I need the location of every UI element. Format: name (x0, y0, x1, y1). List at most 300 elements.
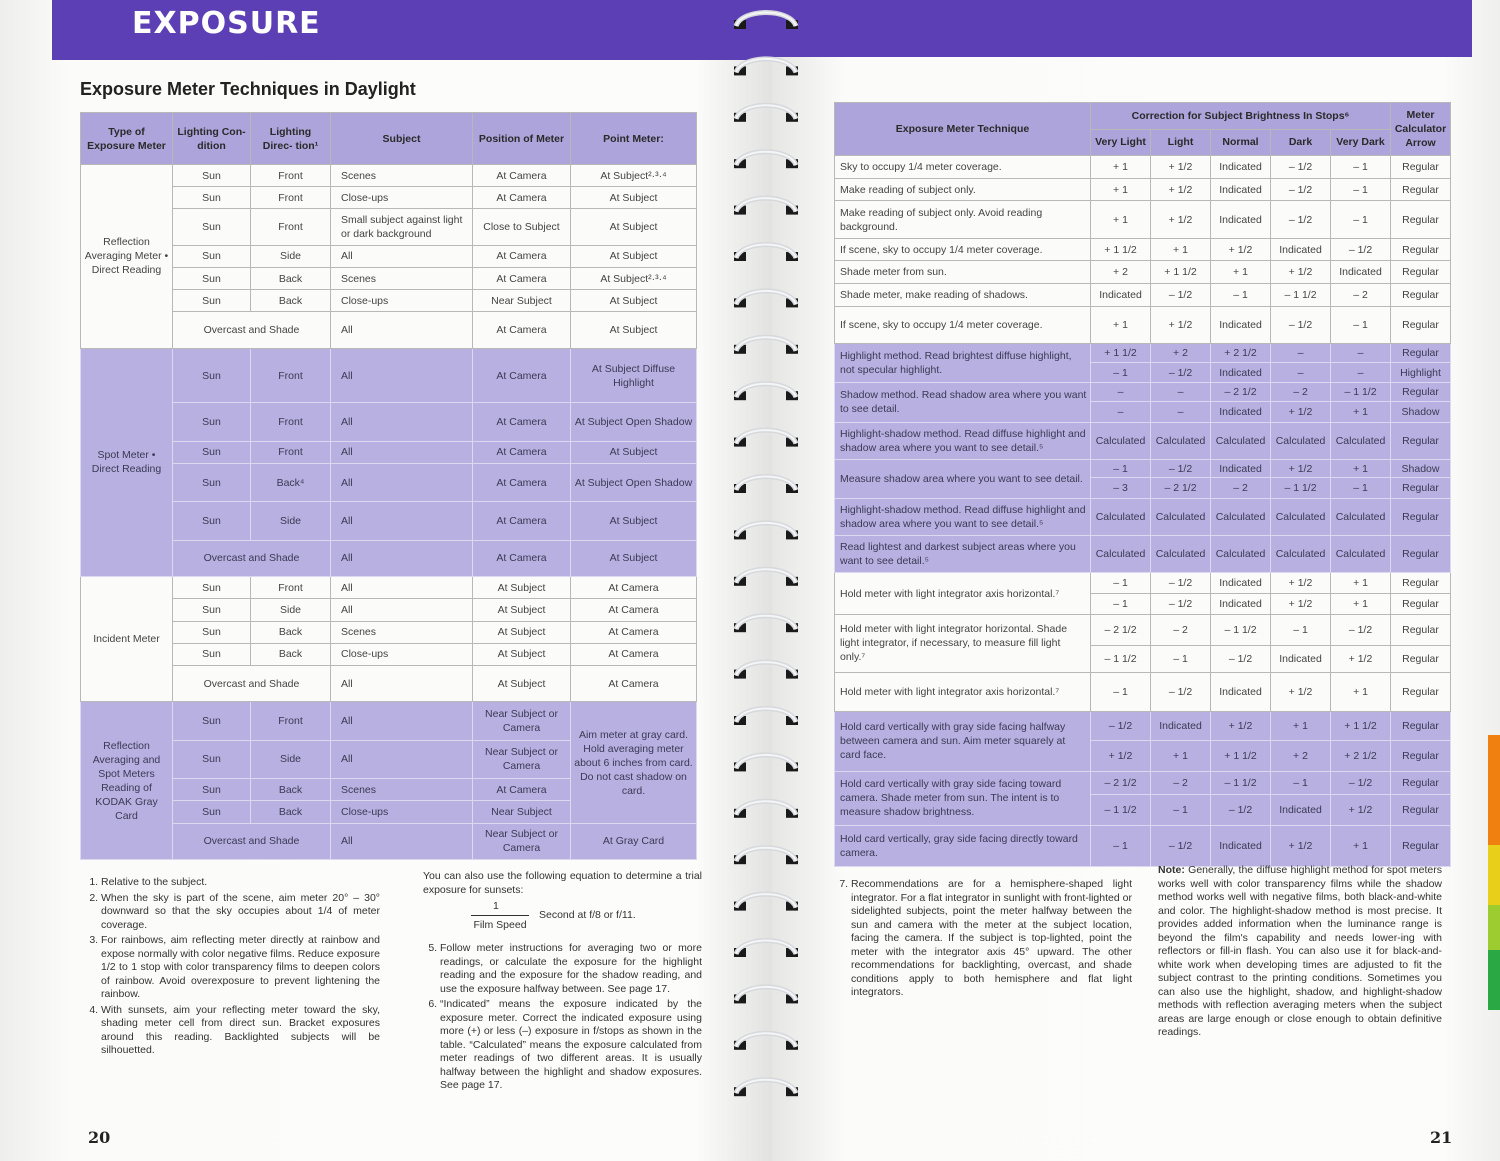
correction-cell: – 1 (1091, 362, 1151, 383)
header-type: Type of Exposure Meter (81, 113, 173, 165)
equation-denominator: Film Speed (473, 919, 527, 931)
subject-cell: Close-ups (331, 290, 473, 312)
subject-cell: All (331, 666, 473, 702)
table-row (81, 209, 697, 245)
subject-cell: Close-ups (331, 801, 473, 823)
correction-cell: + 1 1/2 (1211, 740, 1271, 771)
position-cell: Near Subject (473, 290, 571, 312)
correction-cell: Indicated (1211, 156, 1271, 179)
correction-cell: + 2 (1091, 261, 1151, 284)
direction-cell: Back (251, 290, 331, 312)
correction-cell: Calculated (1091, 499, 1151, 536)
table-row (81, 502, 697, 540)
correction-cell: – 2 (1151, 771, 1211, 794)
correction-cell: + 1 (1331, 825, 1391, 866)
table-row (81, 577, 697, 599)
correction-cell: – 1/2 (1271, 178, 1331, 201)
spiral-ring (734, 430, 798, 447)
spiral-ring (734, 801, 798, 818)
table-row (81, 165, 697, 187)
arrow-cell: Regular (1391, 261, 1451, 284)
correction-cell: – 1 1/2 (1091, 645, 1151, 672)
correction-cell: + 1/2 (1271, 594, 1331, 615)
note-block (1158, 864, 1442, 1040)
correction-cell: – 1/2 (1091, 711, 1151, 740)
condition-cell: Sun (173, 187, 251, 209)
footnote-item: 3. For rainbows, aim reflecting meter directly at rainbow and expose normally with color negative films. Reduce exposure 1/2 to 1 stop with color transparency films to deepen colors of rainbow. Avoid overexposure to prevent lightening the rainbow. (101, 934, 380, 1002)
point-cell: At Subject Diffuse Highlight (571, 348, 697, 403)
direction-cell: Front (251, 441, 331, 463)
correction-cell: – 1/2 (1151, 284, 1211, 307)
condition-cell: Overcast and Shade (173, 666, 331, 702)
meter-type-cell: Reflection Averaging Meter • Direct Reading (81, 165, 173, 349)
table-title: Exposure Meter Techniques in Daylight (80, 79, 416, 99)
arrow-cell: Regular (1391, 499, 1451, 536)
correction-cell: Indicated (1271, 794, 1331, 825)
page-number-right: 21 (1430, 1128, 1453, 1147)
correction-cell: – 1/2 (1151, 594, 1211, 615)
footnote-item: 2. When the sky is part of the scene, aim meter 20° – 30° downward so that the sky occupies about 1/4 of meter coverage. (101, 892, 380, 933)
arrow-cell: Regular (1391, 478, 1451, 499)
meter-type-cell: Spot Meter • Direct Reading (81, 348, 173, 576)
correction-cell: – 1 1/2 (1211, 614, 1271, 645)
correction-cell: – 1 (1331, 201, 1391, 238)
page-number-left: 20 (88, 1128, 111, 1147)
direction-cell: Front (251, 209, 331, 245)
subject-cell: All (331, 245, 473, 267)
correction-cell: – (1151, 401, 1211, 422)
condition-cell: Sun (173, 165, 251, 187)
right-page (772, 0, 1500, 1161)
correction-cell: – 2 (1271, 383, 1331, 402)
arrow-cell: Regular (1391, 238, 1451, 261)
arrow-cell: Regular (1391, 383, 1451, 402)
correction-cell: Calculated (1151, 499, 1211, 536)
correction-cell: + 1/2 (1271, 672, 1331, 711)
correction-cell: – 1 (1091, 672, 1151, 711)
table-row (835, 825, 1451, 866)
position-cell: At Camera (473, 441, 571, 463)
subheader-dark: Dark (1271, 129, 1331, 156)
correction-cell: + 1/2 (1271, 825, 1331, 866)
subheader-very-light: Very Light (1091, 129, 1151, 156)
technique-cell: Read lightest and darkest subject areas where you want to see detail.⁵ (835, 536, 1091, 573)
correction-cell: Indicated (1211, 306, 1271, 343)
condition-cell: Sun (173, 209, 251, 245)
condition-cell: Sun (173, 621, 251, 643)
correction-cell: + 1 (1331, 672, 1391, 711)
correction-cell: Calculated (1271, 536, 1331, 573)
footnotes-mid (423, 870, 702, 1095)
correction-cell: – 1 (1211, 284, 1271, 307)
correction-cell: + 1/2 (1151, 201, 1211, 238)
sunset-equation (423, 900, 702, 938)
point-cell: At Subject (571, 502, 697, 540)
correction-cell: – 1/2 (1211, 794, 1271, 825)
position-cell: Near Subject or Camera (473, 740, 571, 778)
spiral-ring (734, 105, 798, 122)
table-row (81, 187, 697, 209)
header-subject: Subject (331, 113, 473, 165)
arrow-cell: Regular (1391, 306, 1451, 343)
subject-cell: Close-ups (331, 643, 473, 665)
correction-cell: + 1 (1271, 711, 1331, 740)
arrow-cell: Regular (1391, 794, 1451, 825)
direction-cell: Front (251, 702, 331, 740)
condition-cell: Sun (173, 441, 251, 463)
table-row (81, 268, 697, 290)
subject-cell: Small subject against light or dark background (331, 209, 473, 245)
correction-cell: Indicated (1211, 459, 1271, 478)
footnote-item: 6. “Indicated” means the exposure indicated by the exposure meter. Correct the indicated exposure using more (+) or less (–) exposure in f/stops as shown in the table. “Calculated” means the exposure calculated from meter readings of two different areas. It is usually halfway between the highlight and shadow exposures. See page 17. (440, 998, 702, 1093)
correction-cell: Calculated (1211, 422, 1271, 459)
condition-cell: Sun (173, 702, 251, 740)
correction-cell: – (1091, 383, 1151, 402)
technique-cell: Shade meter from sun. (835, 261, 1091, 284)
footnote-7 (834, 878, 1132, 1002)
arrow-cell: Highlight (1391, 362, 1451, 383)
footnote-item: 7. Recommendations are for a hemisphere-shaped light integrator. For a flat integrator in sunlight with front-lighted or sidelighted subjects, point the meter halfway between the sun and camera with the meter at the subject location, facing the camera. If the subject is top-lighted, point the meter with the integrator axis 45° upward. The other recommendations for backlighting, overcast, and shade conditions apply to both hemisphere and flat light integrators. (851, 878, 1132, 1000)
correction-cell: – 1 1/2 (1331, 383, 1391, 402)
correction-cell: + 1/2 (1151, 178, 1211, 201)
correction-cell: – 1 1/2 (1211, 771, 1271, 794)
arrow-cell: Regular (1391, 645, 1451, 672)
direction-cell: Back (251, 643, 331, 665)
arrow-cell: Regular (1391, 284, 1451, 307)
correction-cell: – 2 (1151, 614, 1211, 645)
correction-table (834, 102, 1451, 867)
correction-cell: – 1 1/2 (1271, 478, 1331, 499)
arrow-cell: Regular (1391, 156, 1451, 179)
correction-cell: – 1 1/2 (1271, 284, 1331, 307)
index-tab-lime (1488, 905, 1500, 950)
correction-cell: + 1 (1331, 573, 1391, 594)
correction-cell: – 1/2 (1211, 645, 1271, 672)
footnotes-left (84, 876, 380, 1060)
header-direction: Lighting Direc- tion¹ (251, 113, 331, 165)
point-cell: Aim meter at gray card. Hold averaging meter about 6 inches from card. Do not cast shadow on card. (571, 702, 697, 823)
position-cell: At Camera (473, 403, 571, 441)
position-cell: At Subject (473, 577, 571, 599)
correction-cell: – 1 (1091, 825, 1151, 866)
correction-cell: – 1/2 (1151, 825, 1211, 866)
table-row (835, 499, 1451, 536)
position-cell: At Camera (473, 540, 571, 576)
position-cell: At Camera (473, 245, 571, 267)
direction-cell: Front (251, 165, 331, 187)
table-row (835, 536, 1451, 573)
spiral-ring (734, 755, 798, 772)
technique-cell: Hold meter with light integrator horizontal. Shade light integrator, if necessary, to measure fill light only.⁷ (835, 614, 1091, 672)
point-cell: At Camera (571, 666, 697, 702)
table-row (835, 238, 1451, 261)
correction-cell: – 1 (1331, 156, 1391, 179)
correction-cell: – 1 (1091, 594, 1151, 615)
subject-cell: All (331, 740, 473, 778)
correction-cell: Calculated (1091, 536, 1151, 573)
technique-cell: Shadow method. Read shadow area where you want to see detail. (835, 383, 1091, 422)
correction-cell: Calculated (1331, 499, 1391, 536)
condition-cell: Sun (173, 740, 251, 778)
point-cell: At Subject Open Shadow (571, 403, 697, 441)
correction-cell: + 1 1/2 (1151, 261, 1211, 284)
table-row (81, 403, 697, 441)
spiral-ring (734, 1033, 798, 1050)
table-row (835, 284, 1451, 307)
position-cell: Near Subject (473, 801, 571, 823)
subject-cell: All (331, 577, 473, 599)
spiral-ring (734, 523, 798, 540)
correction-cell: + 2 1/2 (1331, 740, 1391, 771)
correction-cell: Calculated (1151, 422, 1211, 459)
correction-cell: Indicated (1211, 362, 1271, 383)
point-cell: At Subject (571, 312, 697, 348)
arrow-cell: Regular (1391, 536, 1451, 573)
equation-intro: You can also use the following equation to determine a trial exposure for sunsets: (423, 870, 702, 896)
exposure-meter-table (80, 112, 697, 860)
correction-cell: – 1/2 (1151, 459, 1211, 478)
correction-cell: – (1151, 383, 1211, 402)
correction-cell: Calculated (1211, 499, 1271, 536)
correction-cell: – 1/2 (1271, 306, 1331, 343)
condition-cell: Sun (173, 801, 251, 823)
spiral-ring (734, 662, 798, 679)
technique-cell: If scene, sky to occupy 1/4 meter coverage. (835, 306, 1091, 343)
correction-cell: – 1 (1091, 459, 1151, 478)
correction-cell: – 1/2 (1151, 672, 1211, 711)
arrow-cell: Regular (1391, 573, 1451, 594)
position-cell: At Subject (473, 621, 571, 643)
correction-cell: Indicated (1211, 401, 1271, 422)
condition-cell: Sun (173, 577, 251, 599)
section-banner-right (772, 0, 1472, 57)
correction-cell: + 1 (1331, 594, 1391, 615)
correction-cell: Indicated (1331, 261, 1391, 284)
correction-cell: Calculated (1211, 536, 1271, 573)
meter-type-cell: Incident Meter (81, 577, 173, 702)
subject-cell: All (331, 823, 473, 859)
correction-cell: – 1 (1331, 306, 1391, 343)
correction-cell: + 1/2 (1271, 573, 1331, 594)
subject-cell: All (331, 702, 473, 740)
direction-cell: Back⁴ (251, 463, 331, 501)
table-row (835, 573, 1451, 594)
point-cell: At Subject (571, 187, 697, 209)
header-condition: Lighting Con- dition (173, 113, 251, 165)
spiral-ring (734, 59, 798, 76)
correction-cell: – 2 (1331, 284, 1391, 307)
correction-cell: + 2 (1271, 740, 1331, 771)
correction-cell: Calculated (1271, 422, 1331, 459)
subject-cell: All (331, 403, 473, 441)
table-row (81, 441, 697, 463)
direction-cell: Back (251, 779, 331, 801)
correction-cell: Indicated (1091, 284, 1151, 307)
condition-cell: Sun (173, 463, 251, 501)
arrow-cell: Regular (1391, 201, 1451, 238)
correction-cell: – 2 1/2 (1091, 614, 1151, 645)
note-text: Generally, the diffuse highlight method for spot meters works well with color transparency films while the shadow method works well with negative films, both black-and-white and color. The highlight-shadow method is most precise. It provides added information when the luminance range is beyond the film's capability and needs lower-ing with reflectors or fill-in flash. You can also use it for black-and-white work when developing times are adjusted to fit the subject contrast to the printing conditions. Sometimes you can also use the highlight, shadow, and highlight-shadow methods with reflection averaging meters when the subject areas are large enough or close enough to obtain definitive readings. (1158, 864, 1443, 1038)
arrow-cell: Regular (1391, 594, 1451, 615)
technique-cell: If scene, sky to occupy 1/4 meter coverage. (835, 238, 1091, 261)
subject-cell: Scenes (331, 165, 473, 187)
correction-cell: + 1/2 (1271, 401, 1331, 422)
technique-cell: Make reading of subject only. Avoid reading background. (835, 201, 1091, 238)
correction-cell: – (1331, 362, 1391, 383)
correction-cell: + 1/2 (1271, 459, 1331, 478)
subject-cell: All (331, 463, 473, 501)
correction-cell: – 1/2 (1271, 201, 1331, 238)
correction-cell: + 1 (1331, 459, 1391, 478)
correction-cell: + 1/2 (1271, 261, 1331, 284)
table-row (81, 348, 697, 403)
condition-cell: Sun (173, 779, 251, 801)
subject-cell: Scenes (331, 268, 473, 290)
point-cell: At Subject²·³·⁴ (571, 268, 697, 290)
correction-cell: + 1/2 (1211, 711, 1271, 740)
subject-cell: All (331, 441, 473, 463)
spiral-ring (734, 709, 798, 726)
subheader-light: Light (1151, 129, 1211, 156)
spiral-ring (734, 13, 798, 30)
spiral-ring (734, 569, 798, 586)
arrow-cell: Regular (1391, 344, 1451, 363)
correction-cell: + 1/2 (1151, 156, 1211, 179)
footnote-item: 5. Follow meter instructions for averaging two or more readings, or calculate the exposure for the highlight reading and the exposure for the shadow reading, and use the exposure halfway between. See page 17. (440, 942, 702, 996)
spiral-ring (734, 337, 798, 354)
direction-cell: Side (251, 740, 331, 778)
position-cell: At Camera (473, 187, 571, 209)
correction-cell: + 2 (1151, 344, 1211, 363)
correction-cell: – 1 (1091, 573, 1151, 594)
correction-cell: – 1 1/2 (1091, 794, 1151, 825)
correction-cell: + 1 (1091, 201, 1151, 238)
table-row (835, 261, 1451, 284)
technique-cell: Measure shadow area where you want to see detail. (835, 459, 1091, 498)
position-cell: Close to Subject (473, 209, 571, 245)
position-cell: Near Subject or Camera (473, 702, 571, 740)
position-cell: At Subject (473, 666, 571, 702)
point-cell: At Subject (571, 209, 697, 245)
subject-cell: All (331, 312, 473, 348)
correction-cell: – (1091, 401, 1151, 422)
table-row (81, 463, 697, 501)
correction-cell: + 1 (1211, 261, 1271, 284)
table-row (835, 306, 1451, 343)
technique-cell: Make reading of subject only. (835, 178, 1091, 201)
table-row (835, 201, 1451, 238)
table-row (835, 383, 1451, 402)
footnote-item: 1. Relative to the subject. (101, 876, 380, 890)
table-row (835, 614, 1451, 645)
spiral-ring (734, 894, 798, 911)
condition-cell: Sun (173, 643, 251, 665)
arrow-cell: Regular (1391, 178, 1451, 201)
arrow-cell: Shadow (1391, 459, 1451, 478)
subheader-very-dark: Very Dark (1331, 129, 1391, 156)
arrow-cell: Regular (1391, 672, 1451, 711)
condition-cell: Sun (173, 268, 251, 290)
condition-cell: Sun (173, 245, 251, 267)
correction-cell: + 1/2 (1211, 238, 1271, 261)
equation-tail: Second at f/8 or f/11. (539, 909, 636, 921)
index-tab-orange (1488, 735, 1500, 845)
correction-cell: – 1/2 (1271, 156, 1331, 179)
spiral-ring (734, 848, 798, 865)
subject-cell: All (331, 599, 473, 621)
correction-cell: Calculated (1331, 422, 1391, 459)
subject-cell: All (331, 540, 473, 576)
correction-cell: – (1271, 344, 1331, 363)
arrow-cell: Regular (1391, 771, 1451, 794)
position-cell: At Camera (473, 268, 571, 290)
spiral-ring (734, 1080, 798, 1097)
correction-cell: + 1 (1091, 306, 1151, 343)
position-cell: At Subject (473, 643, 571, 665)
point-cell: At Gray Card (571, 823, 697, 859)
correction-cell: – 2 1/2 (1151, 478, 1211, 499)
table-row (835, 422, 1451, 459)
table-row (835, 178, 1451, 201)
correction-cell: + 1/2 (1091, 740, 1151, 771)
direction-cell: Front (251, 187, 331, 209)
condition-cell: Sun (173, 403, 251, 441)
table-row (835, 344, 1451, 363)
direction-cell: Back (251, 801, 331, 823)
table-row (81, 312, 697, 348)
spiral-ring (734, 291, 798, 308)
correction-cell: + 1 1/2 (1331, 711, 1391, 740)
correction-cell: Calculated (1271, 499, 1331, 536)
correction-cell: Indicated (1271, 645, 1331, 672)
technique-cell: Highlight method. Read brightest diffuse highlight, not specular highlight. (835, 344, 1091, 383)
point-cell: At Subject²·³·⁴ (571, 165, 697, 187)
correction-cell: – 1 (1151, 794, 1211, 825)
correction-cell: Calculated (1151, 536, 1211, 573)
position-cell: At Camera (473, 779, 571, 801)
correction-cell: Indicated (1151, 711, 1211, 740)
header-correction: Correction for Subject Brightness In Stops⁶ (1091, 103, 1391, 130)
correction-cell: – 1/2 (1331, 614, 1391, 645)
correction-cell: + 1/2 (1331, 645, 1391, 672)
position-cell: At Camera (473, 312, 571, 348)
table-row (81, 290, 697, 312)
condition-cell: Sun (173, 290, 251, 312)
spiral-ring (734, 245, 798, 262)
direction-cell: Back (251, 621, 331, 643)
header-position: Position of Meter (473, 113, 571, 165)
table-row (81, 245, 697, 267)
correction-cell: + 1 1/2 (1091, 344, 1151, 363)
table-row (81, 702, 697, 740)
arrow-cell: Regular (1391, 614, 1451, 645)
technique-cell: Hold meter with light integrator axis horizontal.⁷ (835, 672, 1091, 711)
point-cell: At Camera (571, 599, 697, 621)
condition-cell: Sun (173, 502, 251, 540)
correction-cell: Indicated (1211, 178, 1271, 201)
condition-cell: Overcast and Shade (173, 823, 331, 859)
correction-cell: + 1/2 (1151, 306, 1211, 343)
correction-cell: – (1331, 344, 1391, 363)
technique-cell: Highlight-shadow method. Read diffuse highlight and shadow area where you want to see detail.⁵ (835, 499, 1091, 536)
point-cell: At Subject (571, 245, 697, 267)
spiral-ring (734, 616, 798, 633)
spiral-ring (734, 198, 798, 215)
correction-cell: + 1 (1151, 238, 1211, 261)
technique-cell: Hold card vertically, gray side facing directly toward camera. (835, 825, 1091, 866)
position-cell: At Camera (473, 463, 571, 501)
position-cell: At Camera (473, 348, 571, 403)
